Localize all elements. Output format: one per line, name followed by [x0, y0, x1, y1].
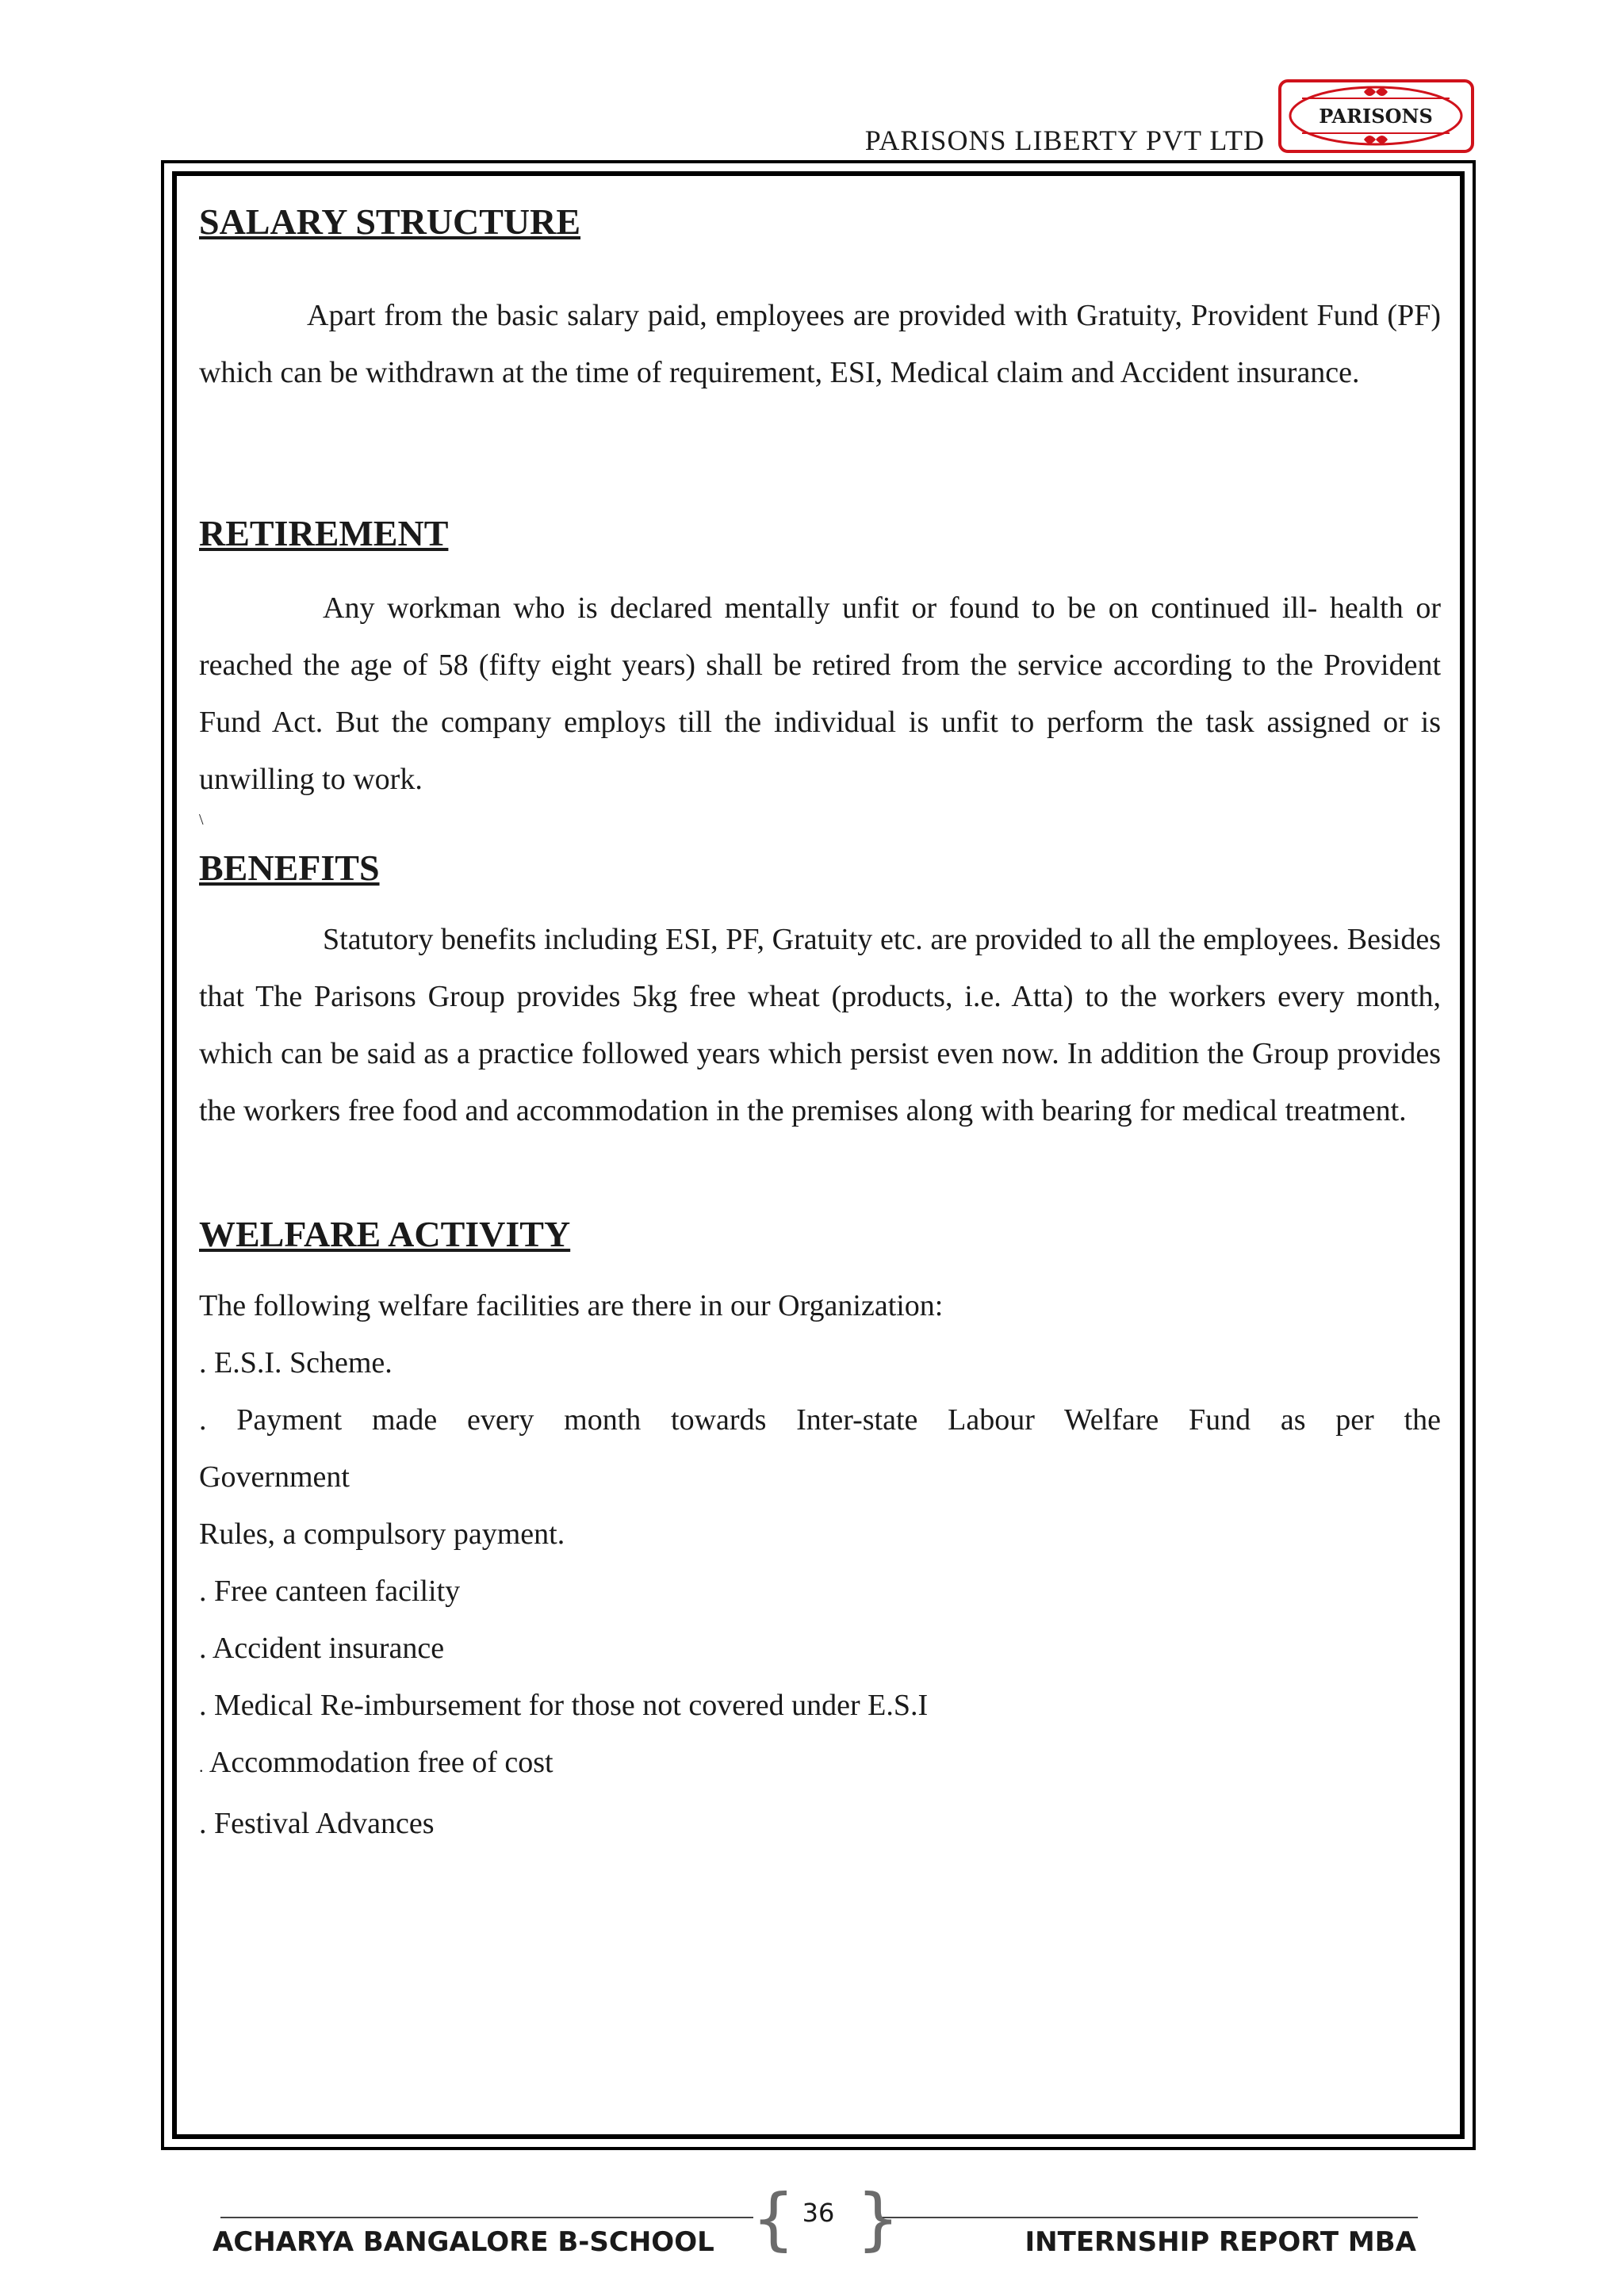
page-content	[199, 197, 1441, 1852]
footer-left-brace: {	[752, 2179, 795, 2259]
welfare-item-accident: . Accident insurance	[199, 1632, 445, 1665]
welfare-item-medical: . Medical Re-imbursement for those not covered under E.S.I	[199, 1689, 929, 1722]
footer-rule-right	[879, 2217, 1418, 2218]
retirement-body: Any workman who is declared mentally unfit or found to be on continued ill- health or reached the age of 58 (fifty eight years) shall be retired from the service according to the Provident Fund Act. But the company employs till the individual is unfit to perform the task assigned or is unwilling to work.	[199, 591, 1441, 796]
welfare-item-esi: . E.S.I. Scheme.	[199, 1346, 393, 1380]
heading-benefits: BENEFITS	[199, 848, 380, 888]
welfare-intro: The following welfare facilities are there in our Organization:	[199, 1289, 944, 1322]
accommodation-dot: .	[199, 1756, 204, 1776]
footer-school-name: ACHARYA BANGALORE B-SCHOOL	[213, 2226, 714, 2258]
logo-text: PARISONS	[1319, 105, 1433, 128]
footer-right-brace: }	[856, 2179, 900, 2259]
heading-retirement: RETIREMENT	[199, 513, 449, 553]
welfare-item-festival: . Festival Advances	[199, 1807, 435, 1840]
accommodation-text: Accommodation free of cost	[203, 1746, 553, 1779]
heading-welfare-activity: WELFARE ACTIVITY	[199, 1214, 571, 1254]
welfare-item-payment-cont-2: Rules, a compulsory payment.	[199, 1517, 565, 1551]
footer-rule-left	[220, 2217, 753, 2218]
parisons-logo	[1278, 79, 1474, 153]
benefits-body: Statutory benefits including ESI, PF, Gratuity etc. are provided to all the employees. Besides that The Parisons Group provides 5kg free wheat (products, i.e. Atta) to the workers every month, which can be said as a practice followed years which persist even now. In addition the Group provides the workers free food and accommodation in the premises along with bearing for medical treatment.	[199, 923, 1441, 1127]
welfare-item-accommodation	[199, 1734, 1441, 1795]
welfare-item-payment: . Payment made every month towards Inter-state Labour Welfare Fund as per the	[199, 1403, 1441, 1437]
page-number: 36	[802, 2198, 835, 2228]
welfare-item-payment-cont-1: Government	[199, 1460, 350, 1494]
stray-mark: \	[199, 811, 204, 828]
welfare-item-canteen: . Free canteen facility	[199, 1575, 461, 1608]
heading-salary-structure: SALARY STRUCTURE	[199, 201, 581, 242]
salary-structure-body: Apart from the basic salary paid, employees are provided with Gratuity, Provident Fund (PF) which can be withdrawn at the time of requirement, ESI, Medical claim and Accident insurance.	[199, 299, 1441, 389]
header-company-name: PARISONS LIBERTY PVT LTD	[864, 124, 1265, 156]
footer-report-title: INTERNSHIP REPORT MBA	[1025, 2226, 1416, 2258]
